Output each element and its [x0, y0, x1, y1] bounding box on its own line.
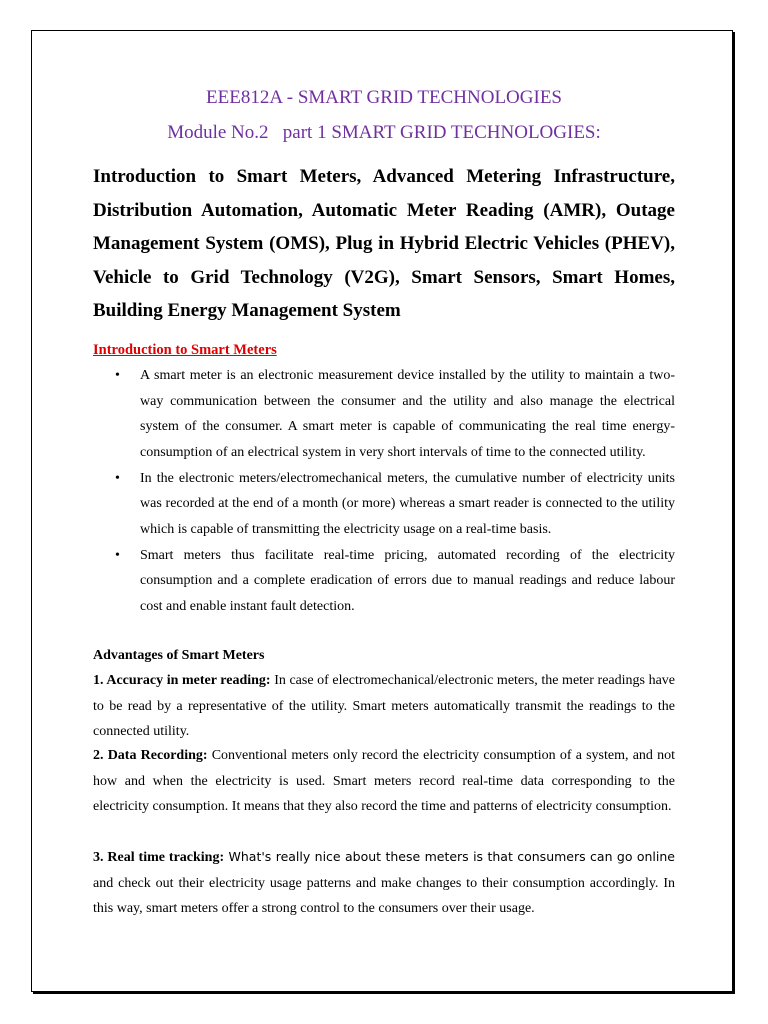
- advantage-lead: 1. Accuracy in meter reading:: [93, 673, 271, 688]
- advantage-lead: 2. Data Recording:: [93, 748, 208, 763]
- bullet-icon: •: [115, 368, 120, 383]
- advantage-text: What's really nice about these meters is that consumers can go online: [224, 849, 675, 864]
- list-item: [93, 363, 675, 465]
- bullet-icon: •: [115, 547, 120, 563]
- topics-list: Introduction to Smart Meters, Advanced Metering Infrastructure, Distribution Automation, Automatic Meter Reading (AMR), Outage Management System (OMS), Plug in Hybrid Electric Vehicles (PHEV), Vehicle to Grid Technology (V2G), Smart Sensors, Smart Homes, Building Energy Management System: [93, 166, 675, 322]
- list-item: [93, 543, 675, 620]
- bullet-text: In the electronic meters/electromechanical meters, the cumulative number of electricity units was recorded at the end of a month (or more) whereas a smart reader is connected to the utility which is capable of transmitting the electricity usage on a real-time basis.: [140, 470, 675, 537]
- bullet-text: A smart meter is an electronic measurement device installed by the utility to maintain a two-way communication between the consumer and the utility and also manage the electrical system of the consumer. A smart meter is capable of communicating the real time energy-consumption of an electrical system in very short intervals of time to the connected utility.: [140, 368, 675, 460]
- advantage-text: In case of electromechanical/electronic meters, the meter readings have to be read by a representative of the utility. Smart meters automatically transmit the readings to the connected utility.: [93, 673, 675, 739]
- advantage-text: and check out their electricity usage patterns and make changes to their consumption accordingly. In this way, smart meters offer a strong control to the consumers over their usage.: [93, 875, 675, 916]
- advantage-data-recording: [93, 743, 675, 820]
- advantage-text: Conventional meters only record the electricity consumption of a system, and not how and when the electricity is used. Smart meters record real-time data corresponding to the electricity consumption. It means that they also record the time and patterns of electricity consumption.: [93, 748, 675, 814]
- section-heading-intro: Introduction to Smart Meters: [93, 342, 277, 358]
- advantage-real-time-tracking: [93, 844, 675, 922]
- module-title: Module No.2 part 1 SMART GRID TECHNOLOGIES:: [167, 122, 601, 143]
- advantage-lead: 3. Real time tracking:: [93, 850, 225, 865]
- intro-bullet-list: [93, 363, 675, 619]
- bullet-text: Smart meters thus facilitate real-time pricing, automated recording of the electricity consumption and a complete eradication of errors due to manual readings and reduce labour cost and enable instant fault detection.: [140, 547, 675, 614]
- list-item: [93, 466, 675, 543]
- advantage-accuracy: [93, 668, 675, 745]
- section-heading-advantages: Advantages of Smart Meters: [93, 648, 265, 663]
- bullet-icon: •: [115, 470, 120, 486]
- course-title: EEE812A - SMART GRID TECHNOLOGIES: [206, 87, 562, 108]
